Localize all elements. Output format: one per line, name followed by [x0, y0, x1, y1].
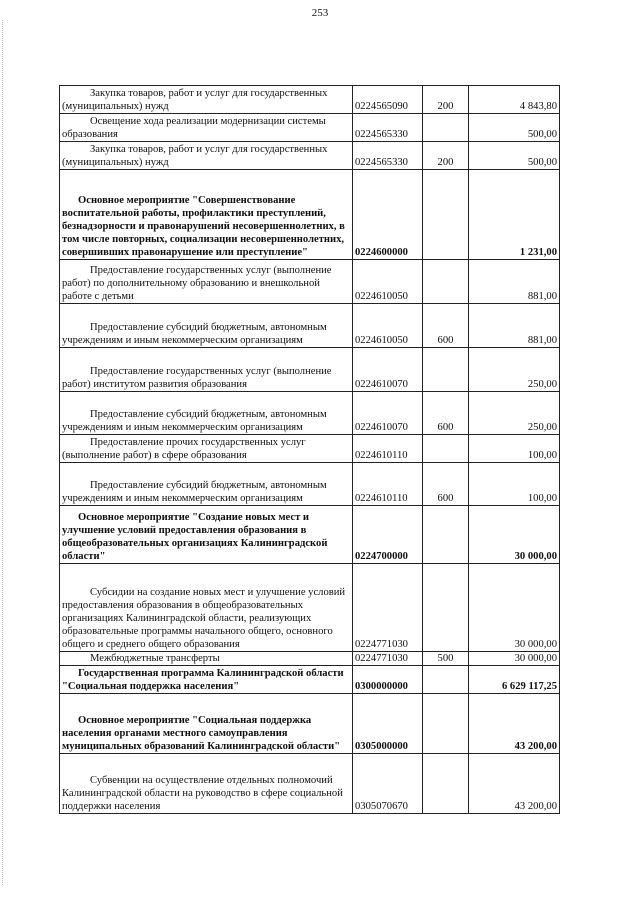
page-number: 253 [311, 7, 329, 19]
expense-type-code: 500 [423, 652, 469, 666]
expense-type-code [423, 260, 469, 304]
expense-type-code: 600 [423, 392, 469, 435]
expense-item-name [60, 666, 353, 694]
expense-type-code: 600 [423, 463, 469, 506]
expense-type-code [423, 694, 469, 754]
target-article-code: 0305070670 [353, 754, 423, 814]
table-row [60, 652, 560, 666]
expense-item-text: Закупка товаров, работ и услуг для государственных (муниципальных) нужд [62, 144, 328, 168]
amount-cell: 43 200,00 [469, 754, 560, 814]
expense-type-code [423, 435, 469, 463]
amount-cell: 1 231,00 [469, 170, 560, 260]
table-row [60, 260, 560, 304]
expense-item-name [60, 652, 353, 666]
budget-table-body [60, 86, 560, 814]
table-row [60, 463, 560, 506]
expense-item-name [60, 564, 353, 652]
amount-cell: 30 000,00 [469, 564, 560, 652]
table-row [60, 506, 560, 564]
amount-cell: 881,00 [469, 260, 560, 304]
scan-margin-marks [2, 20, 4, 885]
target-article-code: 0224771030 [353, 652, 423, 666]
table-row [60, 142, 560, 170]
target-article-code: 0224610050 [353, 304, 423, 348]
expense-type-code [423, 114, 469, 142]
target-article-code: 0224565090 [353, 86, 423, 114]
expense-type-code [423, 170, 469, 260]
expense-type-code [423, 666, 469, 694]
expense-item-text: Основное мероприятие "Социальная поддержка населения органами местного самоуправления муниципальных образований Калининградской области" [62, 715, 341, 752]
table-row [60, 392, 560, 435]
expense-type-code: 600 [423, 304, 469, 348]
amount-cell: 6 629 117,25 [469, 666, 560, 694]
expense-item-name [60, 754, 353, 814]
expense-type-code [423, 754, 469, 814]
expense-type-code: 200 [423, 86, 469, 114]
expense-type-code [423, 506, 469, 564]
table-row [60, 170, 560, 260]
target-article-code: 0224610050 [353, 260, 423, 304]
expense-item-text: Основное мероприятие "Совершенствование воспитательной работы, профилактики преступлений, безнадзорности и правонарушений несовершеннолетних, в том числе повторных, социализации несовершеннолетних, совершивших правонарушение или преступление" [62, 195, 345, 258]
target-article-code: 0224700000 [353, 506, 423, 564]
amount-cell: 500,00 [469, 142, 560, 170]
target-article-code: 0224610110 [353, 435, 423, 463]
amount-cell: 43 200,00 [469, 694, 560, 754]
expense-item-text: Межбюджетные трансферты [90, 653, 220, 664]
table-row [60, 754, 560, 814]
target-article-code: 0224565330 [353, 142, 423, 170]
expense-item-text: Предоставление субсидий бюджетным, автономным учреждениям и иным некоммерческим организациям [62, 480, 327, 504]
expense-item-text: Предоставление субсидий бюджетным, автономным учреждениям и иным некоммерческим организациям [62, 322, 327, 346]
amount-cell: 881,00 [469, 304, 560, 348]
expense-item-text: Закупка товаров, работ и услуг для государственных (муниципальных) нужд [62, 88, 328, 112]
target-article-code: 0224565330 [353, 114, 423, 142]
expense-type-code [423, 348, 469, 392]
table-row [60, 694, 560, 754]
expense-type-code: 200 [423, 142, 469, 170]
expense-item-text: Предоставление государственных услуг (выполнение работ) институтом развития образования [62, 366, 332, 390]
table-row [60, 666, 560, 694]
expense-item-name [60, 260, 353, 304]
amount-cell: 100,00 [469, 463, 560, 506]
expense-item-name [60, 170, 353, 260]
expense-item-text: Предоставление прочих государственных услуг (выполнение работ) в сфере образования [62, 437, 306, 461]
table-row [60, 114, 560, 142]
amount-cell: 250,00 [469, 348, 560, 392]
expense-item-name [60, 142, 353, 170]
expense-item-text: Основное мероприятие "Создание новых мест и улучшение условий предоставления образования в общеобразовательных организациях Калининградской области" [62, 512, 328, 562]
target-article-code: 0305000000 [353, 694, 423, 754]
amount-cell: 30 000,00 [469, 506, 560, 564]
expense-item-name [60, 348, 353, 392]
expense-item-name [60, 506, 353, 564]
expense-type-code [423, 564, 469, 652]
expense-item-name [60, 392, 353, 435]
target-article-code: 0224610070 [353, 392, 423, 435]
table-row [60, 304, 560, 348]
target-article-code: 0224610110 [353, 463, 423, 506]
expense-item-text: Государственная программа Калининградской области "Социальная поддержка населения" [62, 668, 344, 692]
expense-item-text: Освещение хода реализации модернизации системы образования [62, 116, 326, 140]
expense-item-text: Предоставление государственных услуг (выполнение работ) по дополнительному образованию и внешкольной работе с детьми [62, 265, 332, 302]
target-article-code: 0224771030 [353, 564, 423, 652]
expense-item-name [60, 114, 353, 142]
target-article-code: 0224600000 [353, 170, 423, 260]
table-row [60, 348, 560, 392]
amount-cell: 250,00 [469, 392, 560, 435]
table-row [60, 435, 560, 463]
expense-item-text: Предоставление субсидий бюджетным, автономным учреждениям и иным некоммерческим организациям [62, 409, 327, 433]
expense-item-name [60, 694, 353, 754]
expense-item-name [60, 304, 353, 348]
expense-item-name [60, 435, 353, 463]
expense-item-text: Субвенции на осуществление отдельных полномочий Калининградской области на руководство в сфере социальной поддержки населения [62, 775, 343, 812]
table-row [60, 86, 560, 114]
target-article-code: 0300000000 [353, 666, 423, 694]
expense-item-name [60, 86, 353, 114]
table-row [60, 564, 560, 652]
amount-cell: 100,00 [469, 435, 560, 463]
budget-table [59, 85, 560, 814]
amount-cell: 4 843,80 [469, 86, 560, 114]
expense-item-name [60, 463, 353, 506]
expense-item-text: Субсидии на создание новых мест и улучшение условий предоставления образования в общеобразовательных организациях Калининградской области, реализующих образовательные программы начального общего, основного общего и среднего общего образования [62, 587, 346, 650]
target-article-code: 0224610070 [353, 348, 423, 392]
amount-cell: 30 000,00 [469, 652, 560, 666]
amount-cell: 500,00 [469, 114, 560, 142]
